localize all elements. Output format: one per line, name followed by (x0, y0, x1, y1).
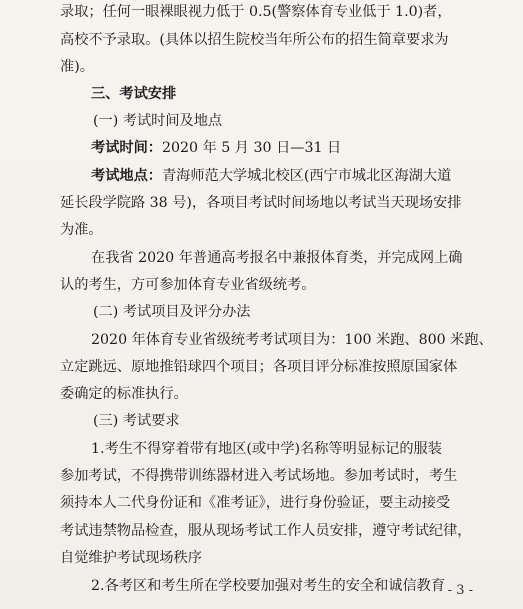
text-line-3: 准)。 (60, 59, 94, 75)
text-line-items-1: 2020 年体育专业省级统考考试项目为：100 米跑、800 米跑、 (91, 332, 493, 348)
section-heading-3: 三、考试安排 (91, 86, 177, 102)
exam-time-value: 2020 年 5 月 30 日—31 日 (161, 140, 342, 156)
text-line-items-2: 立定跳远、原地推铅球四个项目；各项目评分标准按照原国家体 (60, 359, 458, 375)
text-line-location-3: 为准。 (60, 222, 103, 238)
text-line-2: 高校不予录取。(具体以招生院校当年所公布的招生简章要求为 (60, 32, 449, 48)
exam-location-label: 考试地点： (91, 168, 162, 184)
exam-time-row (0, 138, 523, 158)
text-line-req-4: 考试违禁物品检查，服从现场考试工作人员安排，遵守考试纪律， (60, 523, 472, 539)
subheading-2: (二) 考试项目及评分办法 (93, 304, 251, 320)
text-line-req-5: 自觉维护考试现场秩序 (60, 550, 202, 566)
exam-location-row (0, 166, 523, 186)
text-line-location-2: 延长段学院路 38 号)，各项目考试时间场地以考试当天现场安排 (60, 195, 462, 211)
subheading-3: (三) 考试要求 (93, 413, 180, 429)
text-line-1: 录取；任何一眼裸眼视力低于 0.5(警察体育专业低于 1.0)者， (60, 4, 452, 20)
text-line-req-2: 参加考试，不得携带训练器材进入考试场地。参加考试时，考生 (60, 468, 458, 484)
exam-location-value: 青海师范大学城北校区(西宁市城北区海湖大道 (161, 168, 452, 184)
text-line-req-3: 须持本人二代身份证和《准考证》，进行身份验证，要主动接受 (60, 495, 451, 511)
page-number: - 3 - (447, 583, 473, 598)
text-line-req-1: 1.考生不得穿着带有地区(或中学)名称等明显标记的服装 (91, 441, 442, 457)
text-line-req-6: 2.各考区和考生所在学校要加强对考生的安全和诚信教育 (91, 578, 446, 594)
text-line-items-3: 委确定的标准执行。 (60, 386, 188, 402)
exam-time-label: 考试时间： (91, 140, 162, 156)
text-line-eligibility-1: 在我省 2020 年普通高考报名中兼报体育类，并完成网上确 (91, 250, 463, 266)
text-line-eligibility-2: 认的考生，方可参加体育专业省级统考。 (60, 277, 316, 293)
subheading-1: (一) 考试时间及地点 (93, 113, 223, 129)
